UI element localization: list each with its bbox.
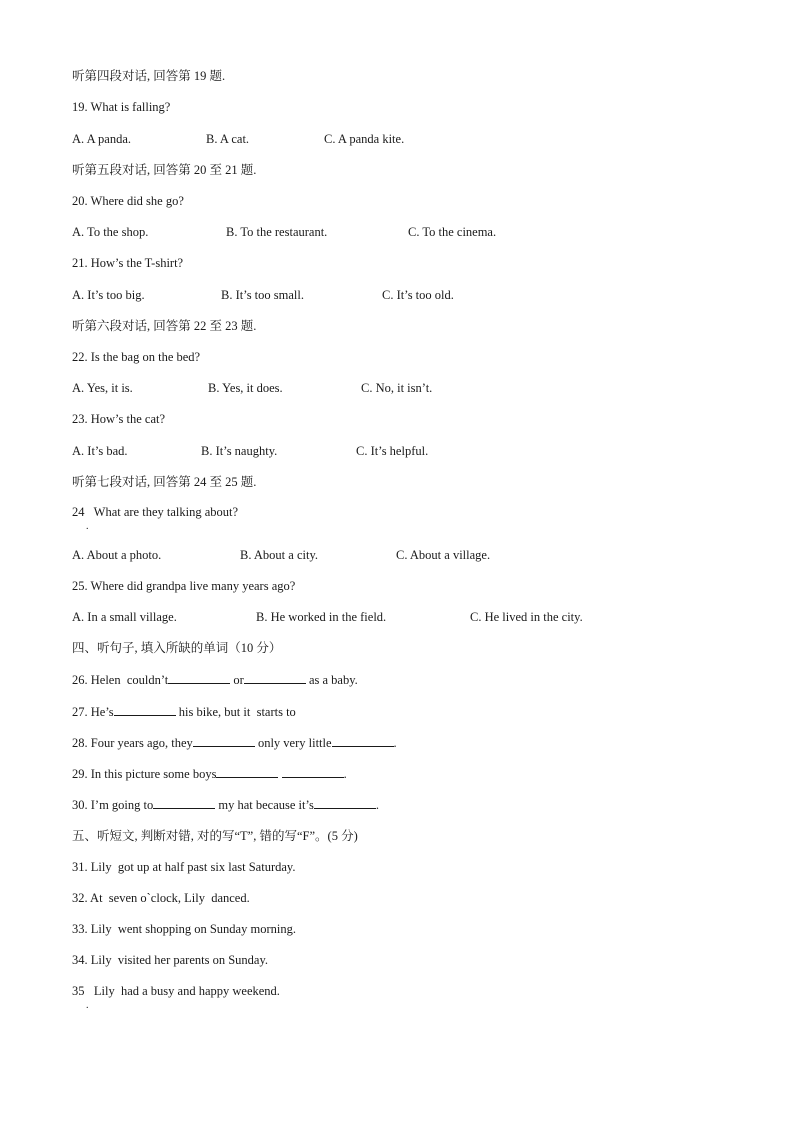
q23-option-b: B. It’s naughty. [201, 444, 278, 458]
fill-question-27 [72, 703, 296, 720]
question-24: 24 What are they talking about? [72, 505, 239, 519]
stray-dot-mark: . [86, 521, 89, 532]
question-19: 19. What is falling? [72, 100, 171, 114]
q22-option-c: C. No, it isn’t. [361, 381, 433, 395]
q30-blank-1[interactable] [153, 796, 215, 809]
question-21: 21. How’s the T-shirt? [72, 256, 184, 270]
q20-option-b: B. To the restaurant. [226, 225, 328, 239]
q29-blank-2[interactable] [282, 765, 344, 778]
question-22: 22. Is the bag on the bed? [72, 350, 201, 364]
section-heading-7: 听第七段对话, 回答第 24 至 25 题. [72, 475, 257, 489]
part-5-heading: 五、听短文, 判断对错, 对的写“T”, 错的写“F”。(5 分) [72, 829, 358, 843]
q19-option-a: A. A panda. [72, 132, 132, 146]
q25-option-a: A. In a small village. [72, 610, 177, 624]
q29-text-3: . [343, 767, 347, 781]
q19-option-c: C. A panda kite. [324, 132, 405, 146]
q21-option-b: B. It’s too small. [221, 288, 304, 302]
stray-dot-mark: . [86, 1000, 89, 1011]
q25-option-c: C. He lived in the city. [470, 610, 583, 624]
q26-blank-1[interactable] [168, 671, 230, 684]
q20-option-c: C. To the cinema. [408, 225, 497, 239]
tf-question-34: 34. Lily visited her parents on Sunday. [72, 953, 269, 967]
q25-option-b: B. He worked in the field. [256, 610, 387, 624]
tf-question-35: 35 Lily had a busy and happy weekend. [72, 984, 280, 998]
q28-text-3: . [393, 736, 397, 750]
section-heading-4: 听第四段对话, 回答第 19 题. [72, 69, 226, 83]
q23-option-c: C. It’s helpful. [356, 444, 429, 458]
tf-question-33: 33. Lily went shopping on Sunday morning. [72, 922, 296, 936]
q21-option-a: A. It’s too big. [72, 288, 145, 302]
q30-text-1: 30. I’m going to [72, 798, 154, 812]
q28-text-2: only very little [254, 736, 332, 750]
q28-blank-1[interactable] [193, 734, 255, 747]
q24-option-b: B. About a city. [240, 548, 319, 562]
q26-text-3: as a baby. [305, 673, 358, 687]
question-25: 25. Where did grandpa live many years ago? [72, 579, 296, 593]
q28-text-1: 28. Four years ago, they [72, 736, 193, 750]
fill-question-28 [72, 734, 397, 751]
section-heading-5: 听第五段对话, 回答第 20 至 21 题. [72, 163, 257, 177]
q19-option-b: B. A cat. [206, 132, 250, 146]
fill-question-30 [72, 796, 379, 813]
fill-question-26 [72, 671, 358, 688]
part-4-heading: 四、听句子, 填入所缺的单词（10 分） [72, 641, 282, 655]
q26-text-1: 26. Helen couldn’t [72, 673, 169, 687]
q20-option-a: A. To the shop. [72, 225, 149, 239]
question-20: 20. Where did she go? [72, 194, 184, 208]
q30-text-2: my hat because it’s [215, 798, 314, 812]
q30-text-3: . [375, 798, 379, 812]
q29-text-1: 29. In this picture some boys [72, 767, 217, 781]
q29-blank-1[interactable] [216, 765, 278, 778]
question-23: 23. How’s the cat? [72, 412, 166, 426]
q23-option-a: A. It’s bad. [72, 444, 128, 458]
tf-question-32: 32. At seven o`clock, Lily danced. [72, 891, 250, 905]
fill-question-29 [72, 765, 347, 782]
q22-option-b: B. Yes, it does. [208, 381, 283, 395]
q24-option-c: C. About a village. [396, 548, 491, 562]
q27-text-2: his bike, but it starts to [175, 705, 296, 719]
q26-blank-2[interactable] [244, 671, 306, 684]
q26-text-2: or [230, 673, 244, 687]
q28-blank-2[interactable] [332, 734, 394, 747]
section-heading-6: 听第六段对话, 回答第 22 至 23 题. [72, 319, 257, 333]
tf-question-31: 31. Lily got up at half past six last Saturday. [72, 860, 296, 874]
q30-blank-2[interactable] [314, 796, 376, 809]
q22-option-a: A. Yes, it is. [72, 381, 133, 395]
q27-text-1: 27. He’s [72, 705, 114, 719]
q27-blank-1[interactable] [114, 703, 176, 716]
q24-option-a: A. About a photo. [72, 548, 162, 562]
q21-option-c: C. It’s too old. [382, 288, 454, 302]
